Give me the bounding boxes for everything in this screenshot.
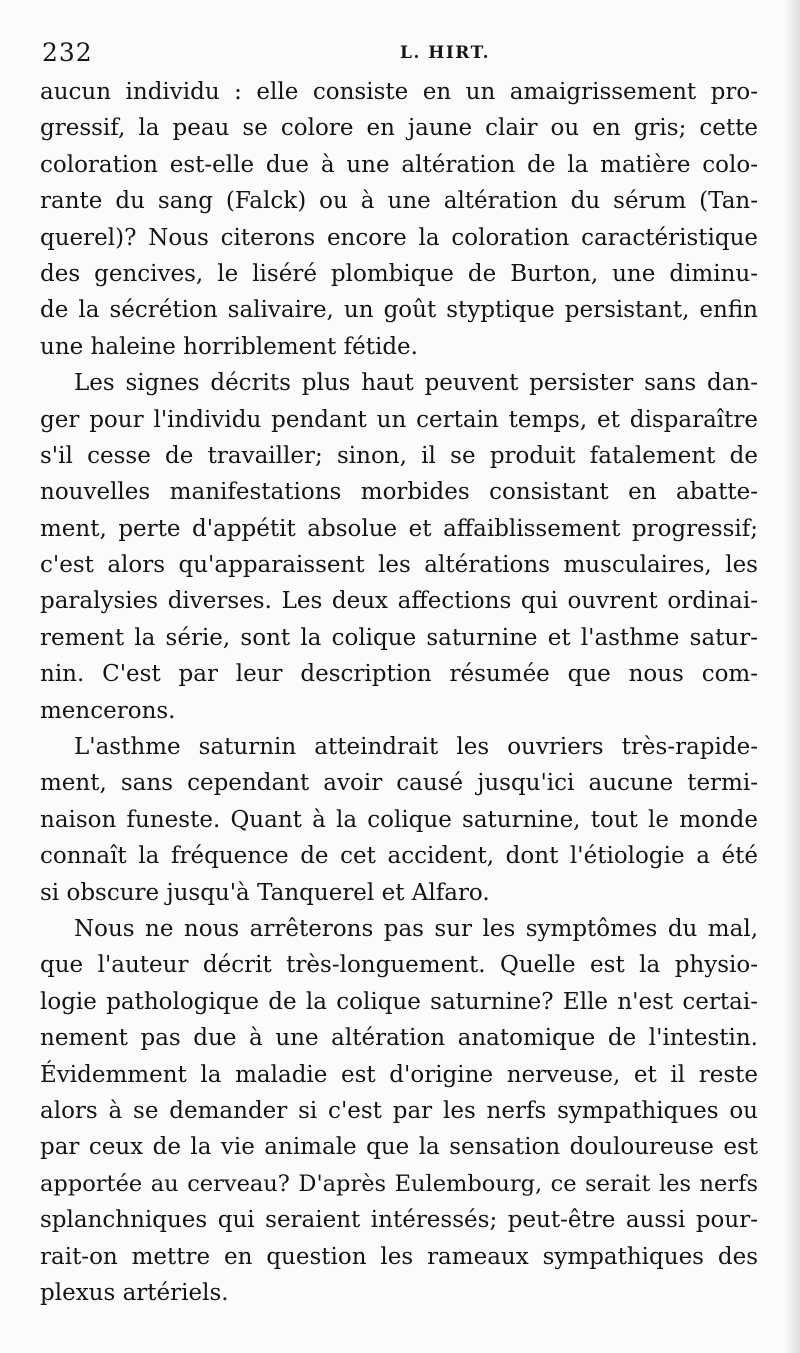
paragraph (40, 74, 758, 365)
text-line: c'est alors qu'apparaissent les altérations musculaires, les (40, 552, 758, 579)
text-line: de la sécrétion salivaire, un goût styptique persistant, enfin (40, 297, 758, 324)
text-line: rement la série, sont la colique saturnine et l'asthme satur- (40, 624, 758, 651)
text-line: nouvelles manifestations morbides consistant en abatte- (40, 479, 758, 506)
text-line: nement pas due à une altération anatomique de l'intestin. (40, 1025, 758, 1052)
text-line: Les signes décrits plus haut peuvent persister sans dan- (74, 370, 758, 397)
text-line: aucun individu : elle consiste en un amaigrissement pro- (40, 79, 758, 105)
text-line: nin. C'est par leur description résumée que nous com- (40, 661, 758, 688)
text-line: ment, sans cependant avoir causé jusqu'ici aucune termi- (40, 770, 758, 797)
text-line: Nous ne nous arrêterons pas sur les symptômes du mal, (74, 915, 758, 942)
text-line: que l'auteur décrit très-longuement. Quelle est la physio- (40, 952, 758, 979)
text-line: des gencives, le liséré plombique de Burton, une diminu- (40, 260, 758, 287)
page-number: 232 (42, 38, 93, 67)
text-line: naison funeste. Quant à la colique saturnine, tout le monde (40, 806, 758, 833)
text-line: connaît la fréquence de cet accident, dont l'étiologie a été (40, 843, 758, 870)
paragraph (40, 729, 758, 911)
page-header (40, 32, 760, 72)
text-line: querel)? Nous citerons encore la coloration caractéristique (40, 224, 758, 251)
page-edge-shadow (784, 0, 800, 1353)
text-line: plexus artériels. (40, 1279, 229, 1306)
text-line: ment, perte d'appétit absolue et affaiblissement progressif; (40, 515, 758, 542)
text-line: alors à se demander si c'est par les nerfs sympathiques ou (40, 1097, 758, 1124)
text-line: par ceux de la vie animale que la sensation douloureuse est (40, 1134, 758, 1161)
text-line: une haleine horriblement fétide. (40, 333, 418, 360)
text-line: coloration est-elle due à une altération de la matière colo- (40, 151, 758, 178)
text-line: gressif, la peau se colore en jaune clair ou en gris; cette (40, 115, 758, 142)
text-line: paralysies diverses. Les deux affections qui ouvrent ordinai- (40, 588, 758, 615)
text-line: si obscure jusqu'à Tanquerel et Alfaro. (40, 879, 490, 906)
paragraph (40, 365, 758, 729)
text-line: L'asthme saturnin atteindrait les ouvriers très-rapide- (74, 734, 758, 761)
text-line: apportée au cerveau? D'après Eulembourg, ce serait les nerfs (40, 1170, 758, 1197)
text-line: s'il cesse de travailler; sinon, il se produit fatalement de (40, 442, 758, 469)
running-head: L. HIRT. (400, 43, 491, 63)
text-line: Évidemment la maladie est d'origine nerveuse, et il reste (40, 1061, 758, 1088)
body-text (40, 74, 758, 1311)
text-line: splanchniques qui seraient intéressés; peut-être aussi pour- (40, 1207, 758, 1234)
text-line: logie pathologique de la colique saturnine? Elle n'est certai- (40, 988, 758, 1015)
text-line: ger pour l'individu pendant un certain temps, et disparaître (40, 406, 758, 433)
paragraph (40, 911, 758, 1311)
text-line: rait-on mettre en question les rameaux sympathiques des (40, 1243, 758, 1270)
text-line: mencerons. (40, 697, 176, 724)
text-line: rante du sang (Falck) ou à une altération du sérum (Tan- (40, 188, 758, 215)
